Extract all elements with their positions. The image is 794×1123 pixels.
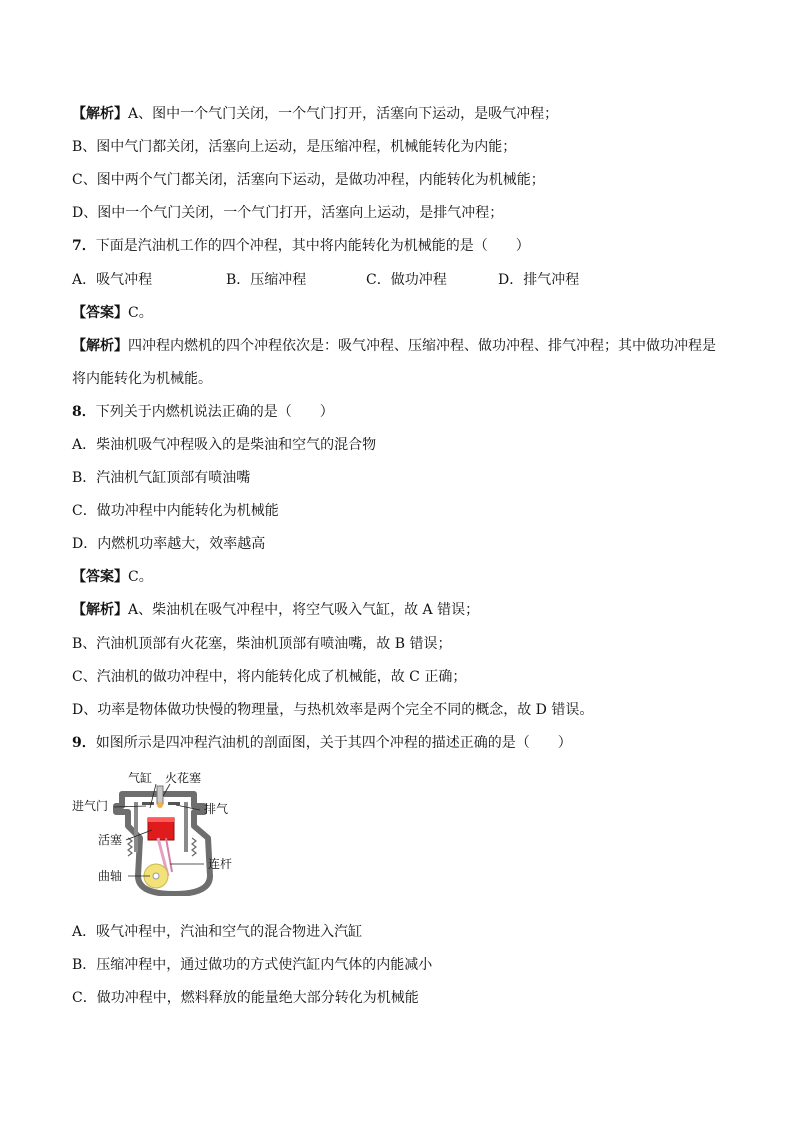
question-number: 8．	[72, 404, 96, 420]
q9-option-b: B．压缩冲程中，通过做功的方式使汽缸内气体的内能减小	[72, 957, 433, 973]
answer-tag: 【答案】	[72, 569, 128, 585]
analysis-text: 四冲程内燃机的四个冲程依次是：吸气冲程、压缩冲程、做功冲程、排气冲程；其中做功冲程是	[128, 338, 716, 354]
intake-valve-shape	[142, 802, 154, 805]
q8-option-d: D．内燃机功率越大，效率越高	[72, 536, 266, 552]
label-intake-valve: 进气门	[72, 799, 109, 813]
q7-option-a: A．吸气冲程	[72, 272, 153, 288]
explanation-7-line-2: 将内能转化为机械能。	[72, 371, 212, 387]
q7-option-c: C．做功冲程	[366, 272, 447, 288]
explanation-8-line-3: C、汽油机的做功冲程中，将内能转化成了机械能，故 C 正确；	[72, 669, 467, 685]
analysis-line-2: B、图中气门都关闭，活塞向上运动，是压缩冲程，机械能转化为内能；	[72, 139, 517, 155]
q8-option-a: A．柴油机吸气冲程吸入的是柴油和空气的混合物	[72, 437, 377, 453]
q8-option-c: C．做功冲程中内能转化为机械能	[72, 503, 279, 519]
q9-option-a: A．吸气冲程中，汽油和空气的混合物进入汽缸	[72, 924, 363, 940]
explanation-8-line-2: B、汽油机顶部有火花塞，柴油机顶部有喷油嘴，故 B 错误；	[72, 636, 452, 652]
question-9	[72, 733, 572, 753]
answer-tag: 【答案】	[72, 305, 128, 321]
label-cylinder: 气缸	[128, 772, 153, 785]
question-text: 如图所示是四冲程汽油机的剖面图，关于其四个冲程的描述正确的是（ ）	[95, 735, 572, 751]
spring-left	[128, 838, 132, 856]
label-spark-plug: 火花塞	[165, 772, 202, 785]
analysis-tag: 【解析】	[72, 338, 128, 354]
crankshaft-hub	[153, 873, 159, 879]
exhaust-valve-shape	[168, 802, 180, 805]
engine-cross-section-figure	[70, 772, 240, 896]
label-connecting-rod: 连杆	[208, 857, 233, 871]
answer-text: C。	[128, 569, 153, 585]
label-crankshaft: 曲轴	[98, 869, 123, 883]
analysis-tag: 【解析】	[72, 602, 128, 618]
engine-diagram	[70, 772, 240, 896]
answer-8	[72, 567, 153, 587]
answer-7	[72, 303, 153, 323]
explanation-7-line-1	[72, 336, 716, 356]
question-text: 下列关于内燃机说法正确的是（ ）	[95, 404, 334, 420]
piston-ring	[148, 818, 174, 822]
spark-plug-tip	[157, 802, 163, 808]
q9-option-c: C．做功冲程中，燃料释放的能量绝大部分转化为机械能	[72, 990, 419, 1006]
q7-option-b: B．压缩冲程	[226, 272, 307, 288]
question-7	[72, 236, 530, 256]
spark-plug-shape	[157, 786, 163, 804]
label-piston: 活塞	[98, 833, 123, 847]
explanation-8-line-4: D、功率是物体做功快慢的物理量，与热机效率是两个完全不同的概念，故 D 错误。	[72, 702, 594, 718]
question-number: 9．	[72, 735, 96, 751]
explanation-8-line-1	[72, 600, 479, 620]
label-exhaust: 排气	[204, 802, 229, 816]
q8-option-b: B．汽油机气缸顶部有喷油嘴	[72, 470, 251, 486]
analysis-line-3: C、图中两个气门都关闭，活塞向下运动，是做功冲程，内能转化为机械能；	[72, 172, 545, 188]
q7-option-d: D．排气冲程	[498, 272, 580, 288]
cylinder-wall-right	[184, 802, 188, 852]
question-text: 下面是汽油机工作的四个冲程，其中将内能转化为机械能的是（ ）	[95, 238, 530, 254]
question-8	[72, 402, 334, 422]
spring-right	[192, 838, 196, 856]
cylinder-wall-left	[134, 802, 138, 852]
analysis-text: A、柴油机在吸气冲程中，将空气吸入气缸，故 A 错误；	[128, 602, 480, 618]
analysis-line-4: D、图中一个气门关闭，一个气门打开，活塞向上运动，是排气冲程；	[72, 205, 504, 221]
analysis-tag: 【解析】	[72, 106, 128, 122]
analysis-line-1	[72, 104, 558, 124]
analysis-text: A、图中一个气门关闭，一个气门打开，活塞向下运动，是吸气冲程；	[128, 106, 559, 122]
question-number: 7．	[72, 238, 96, 254]
answer-text: C。	[128, 305, 153, 321]
